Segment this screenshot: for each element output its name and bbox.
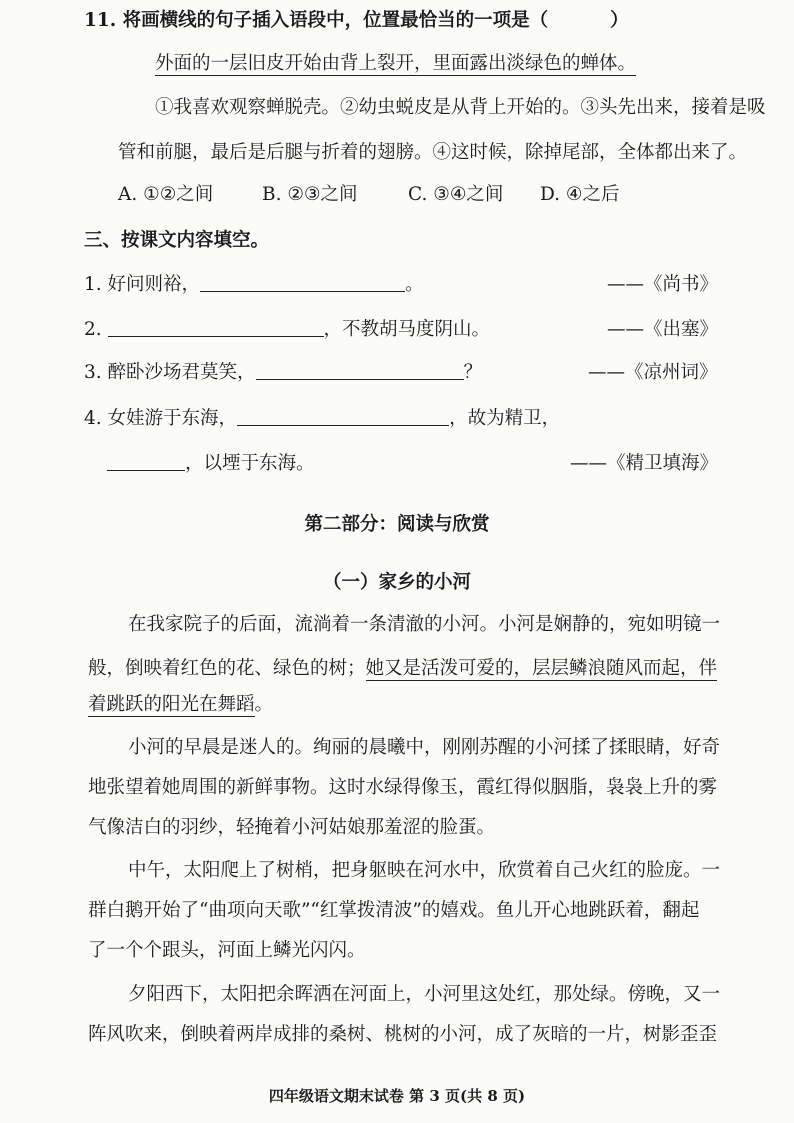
reading-line: 小河的早晨是迷人的。绚丽的晨曦中，刚刚苏醒的小河揉了揉眼睛，好奇: [128, 737, 721, 758]
fill-item-2: 2. ，不教胡马度阴山。: [84, 319, 491, 340]
section-3-heading: 三、按课文内容填空。: [84, 230, 270, 251]
fill-item-3: 3. 醉卧沙场君莫笑， ？: [84, 362, 483, 383]
answer-blank[interactable]: [256, 361, 464, 380]
reading-line: 着跳跃的阳光在舞蹈。: [88, 694, 274, 715]
question-11-stem: 11. 将画横线的句子插入语段中，位置最恰当的一项是（ ）: [84, 10, 629, 31]
fill-item-4: 4. 女娃游于东海， ，故为精卫，: [84, 408, 561, 429]
underlined-sentence: 着跳跃的阳光在舞蹈: [88, 694, 255, 715]
reading-line: 中午，太阳爬上了树梢，把身躯映在河水中，欣赏着自己火红的脸庞。一: [128, 860, 721, 881]
fill-item-1: 1. 好问则裕， 。: [84, 274, 424, 295]
option-c: C. ③④之间: [408, 184, 504, 205]
source-label: ——《出塞》: [607, 319, 719, 340]
answer-blank[interactable]: [237, 407, 449, 426]
answer-blank[interactable]: [200, 273, 405, 292]
answer-blank[interactable]: [107, 452, 185, 471]
reading-line: 阵风吹来，倒映着两岸成排的桑树、桃树的小河，成了灰暗的一片，树影歪歪: [88, 1024, 718, 1045]
part-2-heading: 第二部分：阅读与欣赏: [304, 514, 490, 535]
option-d: D. ④之后: [540, 184, 620, 205]
source-label: ——《凉州词》: [588, 362, 718, 383]
passage-line: ①我喜欢观察蝉脱壳。②幼虫蜕皮是从背上开始的。③头先出来，接着是吸: [155, 97, 766, 118]
source-label: ——《尚书》: [607, 274, 719, 295]
reading-line: 了一个个跟头，河面上鳞光闪闪。: [88, 940, 366, 961]
reading-line: 气像洁白的羽纱，轻掩着小河姑娘那羞涩的脸蛋。: [88, 817, 496, 838]
reading-line: 在我家院子的后面，流淌着一条清澈的小河。小河是娴静的，宛如明镜一: [128, 614, 721, 635]
reading-line: 群白鹅开始了“曲项向天歌”“红掌拨清波”的嬉戏。鱼儿开心地跳跃着，翻起: [88, 900, 700, 921]
option-a: A. ①②之间: [118, 184, 214, 205]
passage-line: 管和前腿，最后是后腿与折着的翅膀。④这时候，除掉尾部，全体都出来了。: [118, 142, 748, 163]
reading-line: 般，倒映着红色的花、绿色的树；她又是活泼可爱的，层层鳞浪随风而起，伴: [88, 658, 718, 679]
fill-item-4-line2: ，以堙于东海。: [107, 451, 315, 477]
reading-line: 地张望着她周围的新鲜事物。这时水绿得像玉，霞红得似胭脂，袅袅上升的雾: [88, 777, 718, 798]
insert-sentence: 外面的一层旧皮开始由背上裂开，里面露出淡绿色的蝉体。: [155, 53, 637, 74]
page-footer: 四年级语文期末试卷 第 3 页(共 8 页): [268, 1087, 526, 1105]
underlined-sentence: 她又是活泼可爱的，层层鳞浪随风而起，伴: [365, 658, 718, 679]
option-b: B. ②③之间: [262, 184, 358, 205]
answer-blank[interactable]: [108, 318, 324, 337]
reading-line: 夕阳西下，太阳把余晖洒在河面上，小河里这处红，那处绿。傍晚，又一: [128, 984, 721, 1005]
source-label: ——《精卫填海》: [570, 453, 719, 474]
reading-title: （一）家乡的小河: [322, 572, 471, 593]
